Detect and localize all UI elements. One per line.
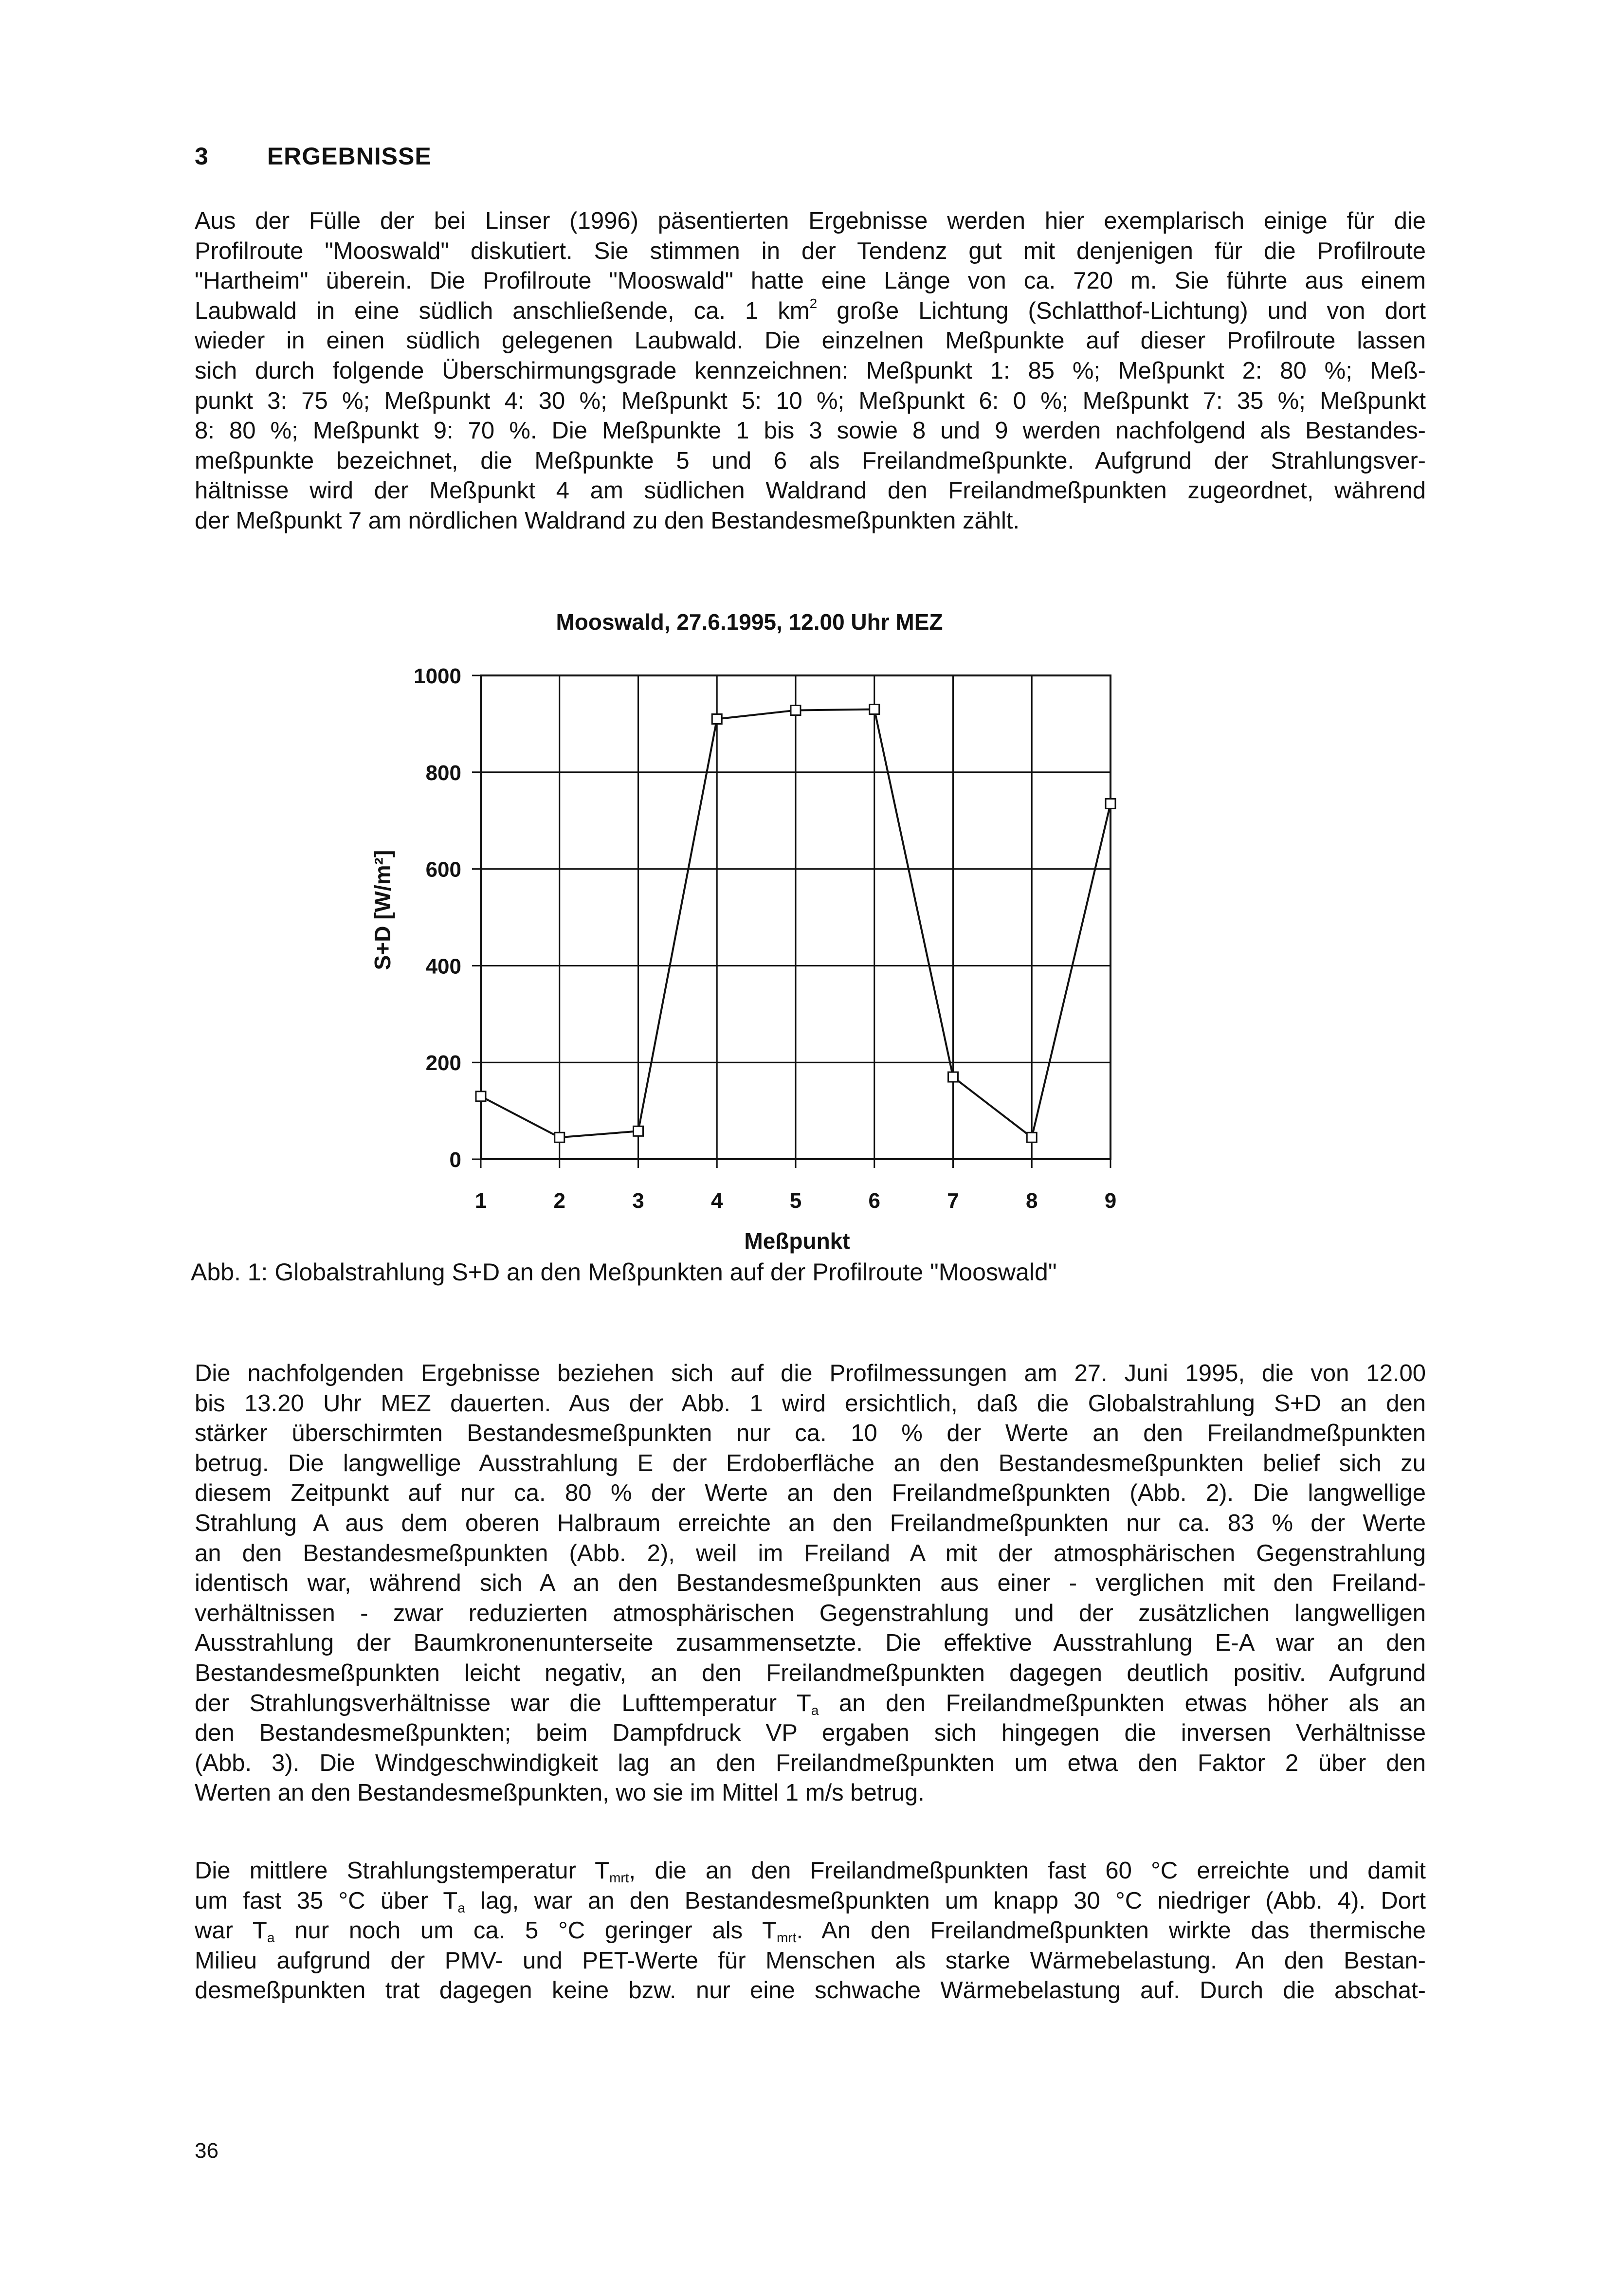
y-tick-label: 0 — [449, 1148, 461, 1172]
text-line: meßpunkte bezeichnet, die Meßpunkte 5 und 6 als Freilandmeßpunkte. Aufgrund der Strahlungsver- — [195, 447, 1426, 474]
x-tick-label: 2 — [553, 1189, 565, 1213]
text-line: an den Bestandesmeßpunkten (Abb. 2), weil im Freiland A mit der atmosphärischen Gegenstrahlung — [195, 1540, 1426, 1567]
text-line: punkt 3: 75 %; Meßpunkt 4: 30 %; Meßpunkt 5: 10 %; Meßpunkt 6: 0 %; Meßpunkt 7: 35 %; Meßpunkt — [195, 387, 1426, 414]
text-line: hältnisse wird der Meßpunkt 4 am südlichen Waldrand den Freilandmeßpunkten zugeordnet, während — [195, 477, 1426, 504]
text-line: stärker überschirmten Bestandesmeßpunkten nur ca. 10 % der Werte an den Freilandmeßpunkten — [195, 1420, 1426, 1447]
text-line: betrug. Die langwellige Ausstrahlung E der Erdoberfläche an den Bestandesmeßpunkten belief sich zu — [195, 1450, 1426, 1476]
section-number: 3 — [195, 143, 209, 170]
text-line: den Bestandesmeßpunkten; beim Dampfdruck VP ergaben sich hingegen die inversen Verhältnisse — [195, 1720, 1426, 1747]
chart-grid — [481, 675, 1110, 1159]
text-line: Strahlung A aus dem oberen Halbraum erreichte an den Freilandmeßpunkten nur ca. 83 % der Werte — [195, 1510, 1426, 1536]
text-line: diesem Zeitpunkt auf nur ca. 80 % der Werte an den Freilandmeßpunkten (Abb. 2). Die langwellige — [195, 1480, 1426, 1507]
x-tick-label: 9 — [1104, 1189, 1117, 1213]
text-line: der Strahlungsverhältnisse war die Lufttemperatur $T_a$ an den Freilandmeßpunkten etwas höher als an — [195, 1690, 1426, 1718]
text-line: war $T_a$ nur noch um ca. 5 °C geringer als $T_{mrt}$. An den Freilandmeßpunkten wirkte das thermische — [195, 1917, 1426, 1946]
text-line: Ausstrahlung der Baumkronenunterseite zusammensetzte. Die effektive Ausstrahlung E-A war an den — [195, 1630, 1426, 1657]
text-line: wieder in einen südlich gelegenen Laubwald. Die einzelnen Meßpunkte auf dieser Profilroute lassen — [195, 328, 1426, 354]
data-point-marker — [712, 714, 722, 724]
text-line: Die mittlere Strahlungstemperatur $T_{mrt}$, die an den Freilandmeßpunkten fast 60 °C erreichte und damit — [195, 1858, 1426, 1885]
x-axis-label: Meßpunkt — [744, 1228, 850, 1254]
text-line: desmeßpunkten trat dagegen keine bzw. nur eine schwache Wärmebelastung auf. Durch die abschat- — [195, 1977, 1426, 2004]
text-line: (Abb. 3). Die Windgeschwindigkeit lag an den Freilandmeßpunkten um etwa den Faktor 2 über den — [195, 1749, 1426, 1776]
figure-caption: Abb. 1: Globalstrahlung S+D an den Meßpunkten auf der Profilroute "Mooswald" — [191, 1258, 1057, 1286]
text-line: der Meßpunkt 7 am nördlichen Waldrand zu den Bestandesmeßpunkten zählt. — [195, 507, 1020, 534]
x-tick-label: 4 — [711, 1189, 723, 1213]
x-axis-ticks — [475, 1159, 1116, 1213]
text-line: sich durch folgende Überschirmungsgrade kennzeichnen: Meßpunkt 1: 85 %; Meßpunkt 2: 80 %; Meß- — [195, 357, 1426, 384]
text-line: Milieu aufgrund der PMV- und PET-Werte für Menschen als starke Wärmebelastung. An den Bestan- — [195, 1947, 1426, 1974]
chart-title: Mooswald, 27.6.1995, 12.00 Uhr MEZ — [556, 609, 943, 635]
text-line: identisch war, während sich A an den Bestandesmeßpunkten aus einer - verglichen mit den Freiland- — [195, 1570, 1426, 1597]
text-line: 8: 80 %; Meßpunkt 9: 70 %. Die Meßpunkte 1 bis 3 sowie 8 und 9 werden nachfolgend als Bestandes- — [195, 418, 1426, 444]
x-tick-label: 3 — [632, 1189, 644, 1213]
y-tick-label: 1000 — [414, 664, 461, 688]
data-point-marker — [634, 1126, 643, 1136]
data-point-marker — [1027, 1132, 1037, 1142]
text-line: Bestandesmeßpunkten leicht negativ, an den Freilandmeßpunkten dagegen deutlich positiv. Aufgrund — [195, 1659, 1426, 1686]
text-line: Laubwald in eine südlich anschließende, ca. 1 $km^2$ große Lichtung (Schlatthof-Lichtung) und von dort — [195, 295, 1426, 324]
x-tick-label: 8 — [1026, 1189, 1038, 1213]
y-axis-ticks — [414, 664, 481, 1172]
text-line: um fast 35 °C über $T_a$ lag, war an den Bestandesmeßpunkten um knapp 30 °C niedriger (Abb. 4). Dort — [195, 1887, 1426, 1915]
x-tick-label: 7 — [947, 1189, 959, 1213]
text-line: bis 13.20 Uhr MEZ dauerten. Aus der Abb. 1 wird ersichtlich, daß die Globalstrahlung S+D an den — [195, 1390, 1426, 1417]
text-line: "Hartheim" überein. Die Profilroute "Mooswald" hatte eine Länge von ca. 720 m. Sie führte aus einem — [195, 268, 1426, 294]
y-tick-label: 400 — [425, 954, 461, 979]
text-line: Werten an den Bestandesmeßpunkten, wo sie im Mittel 1 m/s betrug. — [195, 1780, 925, 1806]
text-line: Aus der Fülle der bei Linser (1996) päsentierten Ergebnisse werden hier exemplarisch einige für die — [195, 208, 1426, 234]
data-point-marker — [1106, 799, 1115, 808]
text-line: Die nachfolgenden Ergebnisse beziehen sich auf die Profilmessungen am 27. Juni 1995, die von 12.00 — [195, 1360, 1426, 1386]
data-point-marker — [791, 706, 801, 715]
data-point-marker — [476, 1092, 486, 1101]
x-tick-label: 5 — [789, 1189, 802, 1213]
paragraph-results — [195, 1359, 1426, 1808]
x-tick-label: 1 — [474, 1189, 487, 1213]
page-number: 36 — [195, 2139, 218, 2163]
x-tick-label: 6 — [868, 1189, 880, 1213]
text-line: Profilroute "Mooswald" diskutiert. Sie stimmen in der Tendenz gut mit denjenigen für die Profilroute — [195, 237, 1426, 264]
data-point-marker — [870, 705, 879, 714]
data-point-marker — [555, 1132, 564, 1142]
section-title: ERGEBNISSE — [267, 143, 432, 170]
y-axis-label: S+D [W/m²] — [370, 850, 395, 970]
y-tick-label: 200 — [425, 1051, 461, 1075]
text-line: verhältnissen - zwar reduzierten atmosphärischen Gegenstrahlung und der zusätzlichen langwelligen — [195, 1600, 1426, 1626]
paragraph-temperature — [195, 1856, 1426, 2006]
y-tick-label: 800 — [425, 761, 461, 785]
data-point-marker — [948, 1072, 958, 1082]
y-tick-label: 600 — [425, 857, 461, 882]
